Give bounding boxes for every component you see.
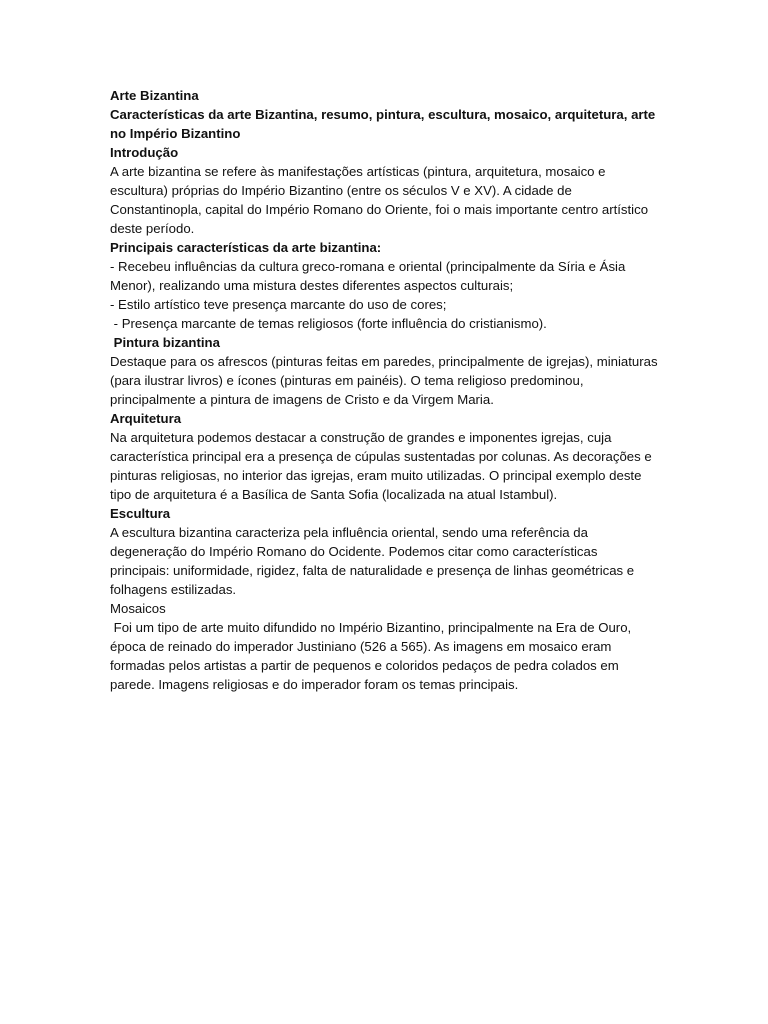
heading-pintura: Pintura bizantina xyxy=(110,335,220,350)
paragraph-escultura: A escultura bizantina caracteriza pela influência oriental, sendo uma referência da degeneração do Império Romano do Ocidente. Podemos citar como características principais: uniformidade, rigidez, falta de naturalidade e presença de linhas geométricas e folhagens estilizadas. xyxy=(110,525,635,597)
paragraph-mosaicos: Foi um tipo de arte muito difundido no Império Bizantino, principalmente na Era de Ouro, época de reinado do imperador Justiniano (526 a 565). As imagens em mosaico eram formadas pelos artistas a partir de pequenos e coloridos pedaços de pedra colados em parede. Imagens religiosas e do imperador foram os temas principais. xyxy=(110,620,635,692)
list-item: - Presença marcante de temas religiosos (forte influência do cristianismo). xyxy=(110,316,547,331)
paragraph-introducao: A arte bizantina se refere às manifestações artísticas (pintura, arquitetura, mosaico e escultura) próprias do Império Bizantino (entre os séculos V e XV). A cidade de Constantinopla, capital do Império Romano do Oriente, foi o mais importante centro artístico deste período. xyxy=(110,164,649,236)
document-title: Arte Bizantina xyxy=(110,88,199,103)
list-item: - Estilo artístico teve presença marcante do uso de cores; xyxy=(110,297,447,312)
paragraph-pintura: Destaque para os afrescos (pinturas feitas em paredes, principalmente de igrejas), miniaturas (para ilustrar livros) e ícones (pinturas em painéis). O tema religioso predominou, principalmente a pintura de imagens de Cristo e da Virgem Maria. xyxy=(110,354,658,407)
heading-escultura: Escultura xyxy=(110,506,171,521)
heading-mosaicos: Mosaicos xyxy=(110,601,166,616)
heading-introducao: Introdução xyxy=(110,145,179,160)
heading-caracteristicas: Principais características da arte bizantina: xyxy=(110,240,382,255)
heading-arquitetura: Arquitetura xyxy=(110,411,182,426)
document-page xyxy=(110,86,658,694)
paragraph-arquitetura: Na arquitetura podemos destacar a construção de grandes e imponentes igrejas, cuja característica principal era a presença de cúpulas sustentadas por colunas. As decorações e pinturas religiosas, no interior das igrejas, eram muito utilizadas. O principal exemplo deste tipo de arquitetura é a Basílica de Santa Sofia (localizada na atual Istambul). xyxy=(110,430,652,502)
document-subtitle: Características da arte Bizantina, resumo, pintura, escultura, mosaico, arquitetura, arte no Império Bizantino xyxy=(110,107,656,141)
list-item: - Recebeu influências da cultura greco-romana e oriental (principalmente da Síria e Ásia Menor), realizando uma mistura destes diferentes aspectos culturais; xyxy=(110,259,626,293)
